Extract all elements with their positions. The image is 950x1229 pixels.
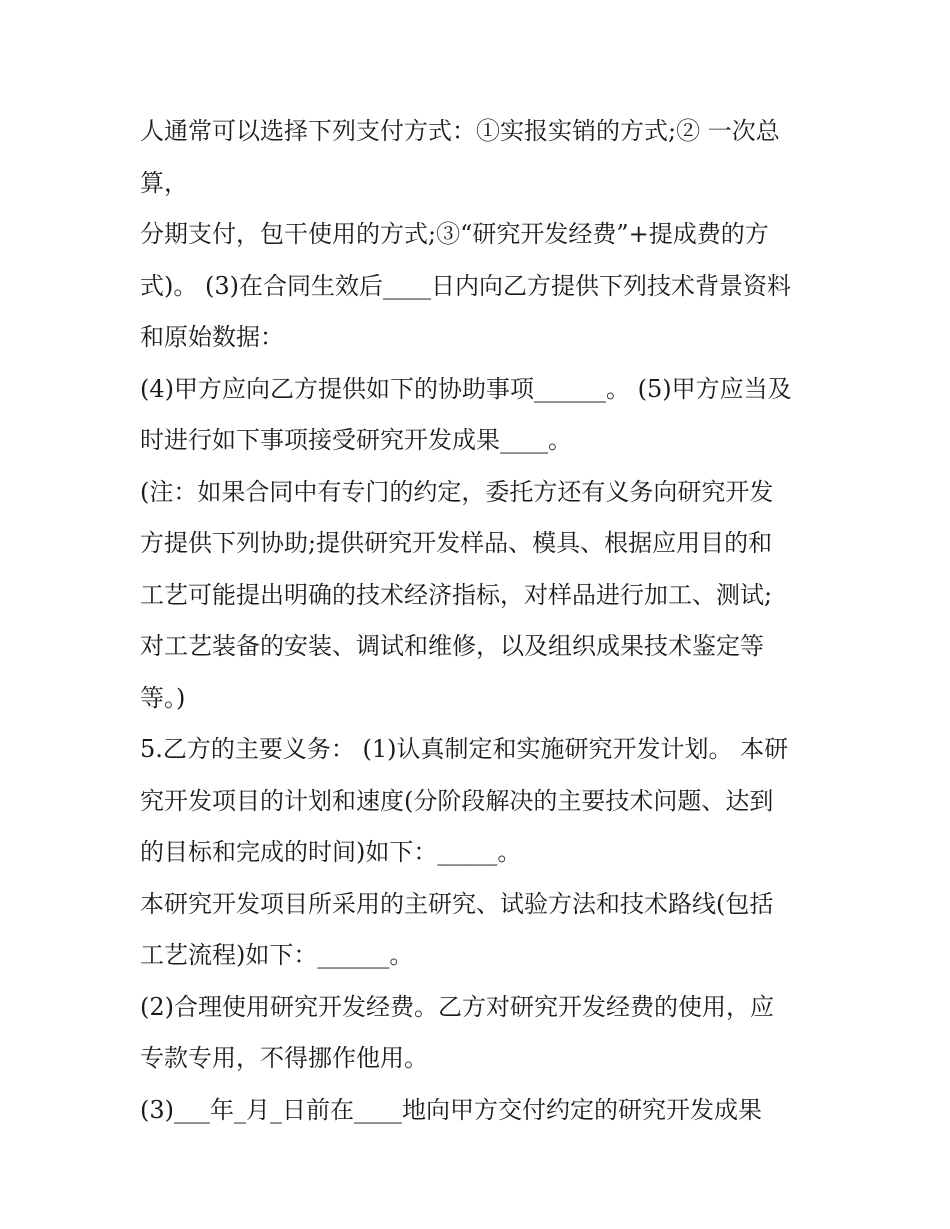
text-line: 方提供下列协助;提供研究开发样品、模具、根据应用目的和 <box>140 529 773 557</box>
contract-body-text <box>140 106 820 1136</box>
text-line: 的目标和完成的时间)如下：_____。 <box>140 838 522 866</box>
text-line: 人通常可以选择下列支付方式：①实报实销的方式;② 一次总 <box>140 117 780 145</box>
text-line: 等。) <box>140 683 186 712</box>
text-line: 专款专用，不得挪作他用。 <box>140 1044 428 1072</box>
text-line: (2)合理使用研究开发经费。乙方对研究开发经费的使用，应 <box>140 992 774 1021</box>
text-line: 时进行如下事项接受研究开发成果____。 <box>140 426 572 454</box>
text-line: 究开发项目的计划和速度(分阶段解决的主要技术问题、达到 <box>140 786 774 815</box>
text-line: 本研究开发项目所采用的主研究、试验方法和技术路线(包括 <box>140 889 774 918</box>
text-line: 分期支付，包干使用的方式;③“研究开发经费”+提成费的方 <box>140 220 769 248</box>
text-line: 算， <box>140 168 188 197</box>
text-line: (3)___年_月_日前在____地向甲方交付约定的研究开发成果 <box>140 1095 762 1124</box>
text-line: 和原始数据： <box>140 323 284 351</box>
text-line: 5.乙方的主要义务： (1)认真制定和实施研究开发计划。 本研 <box>140 735 789 763</box>
text-line: 工艺流程)如下：______。 <box>140 941 414 969</box>
text-line: 式)。 (3)在合同生效后____日内向乙方提供下列技术背景资料 <box>140 271 791 300</box>
text-line: 工艺可能提出明确的技术经济指标，对样品进行加工、测试; <box>140 580 773 609</box>
text-line: 对工艺装备的安装、调试和维修，以及组织成果技术鉴定等 <box>140 632 764 660</box>
text-line: (4)甲方应向乙方提供如下的协助事项______。 (5)甲方应当及 <box>140 374 792 403</box>
text-line: (注：如果合同中有专门的约定，委托方还有义务向研究开发 <box>140 477 774 506</box>
